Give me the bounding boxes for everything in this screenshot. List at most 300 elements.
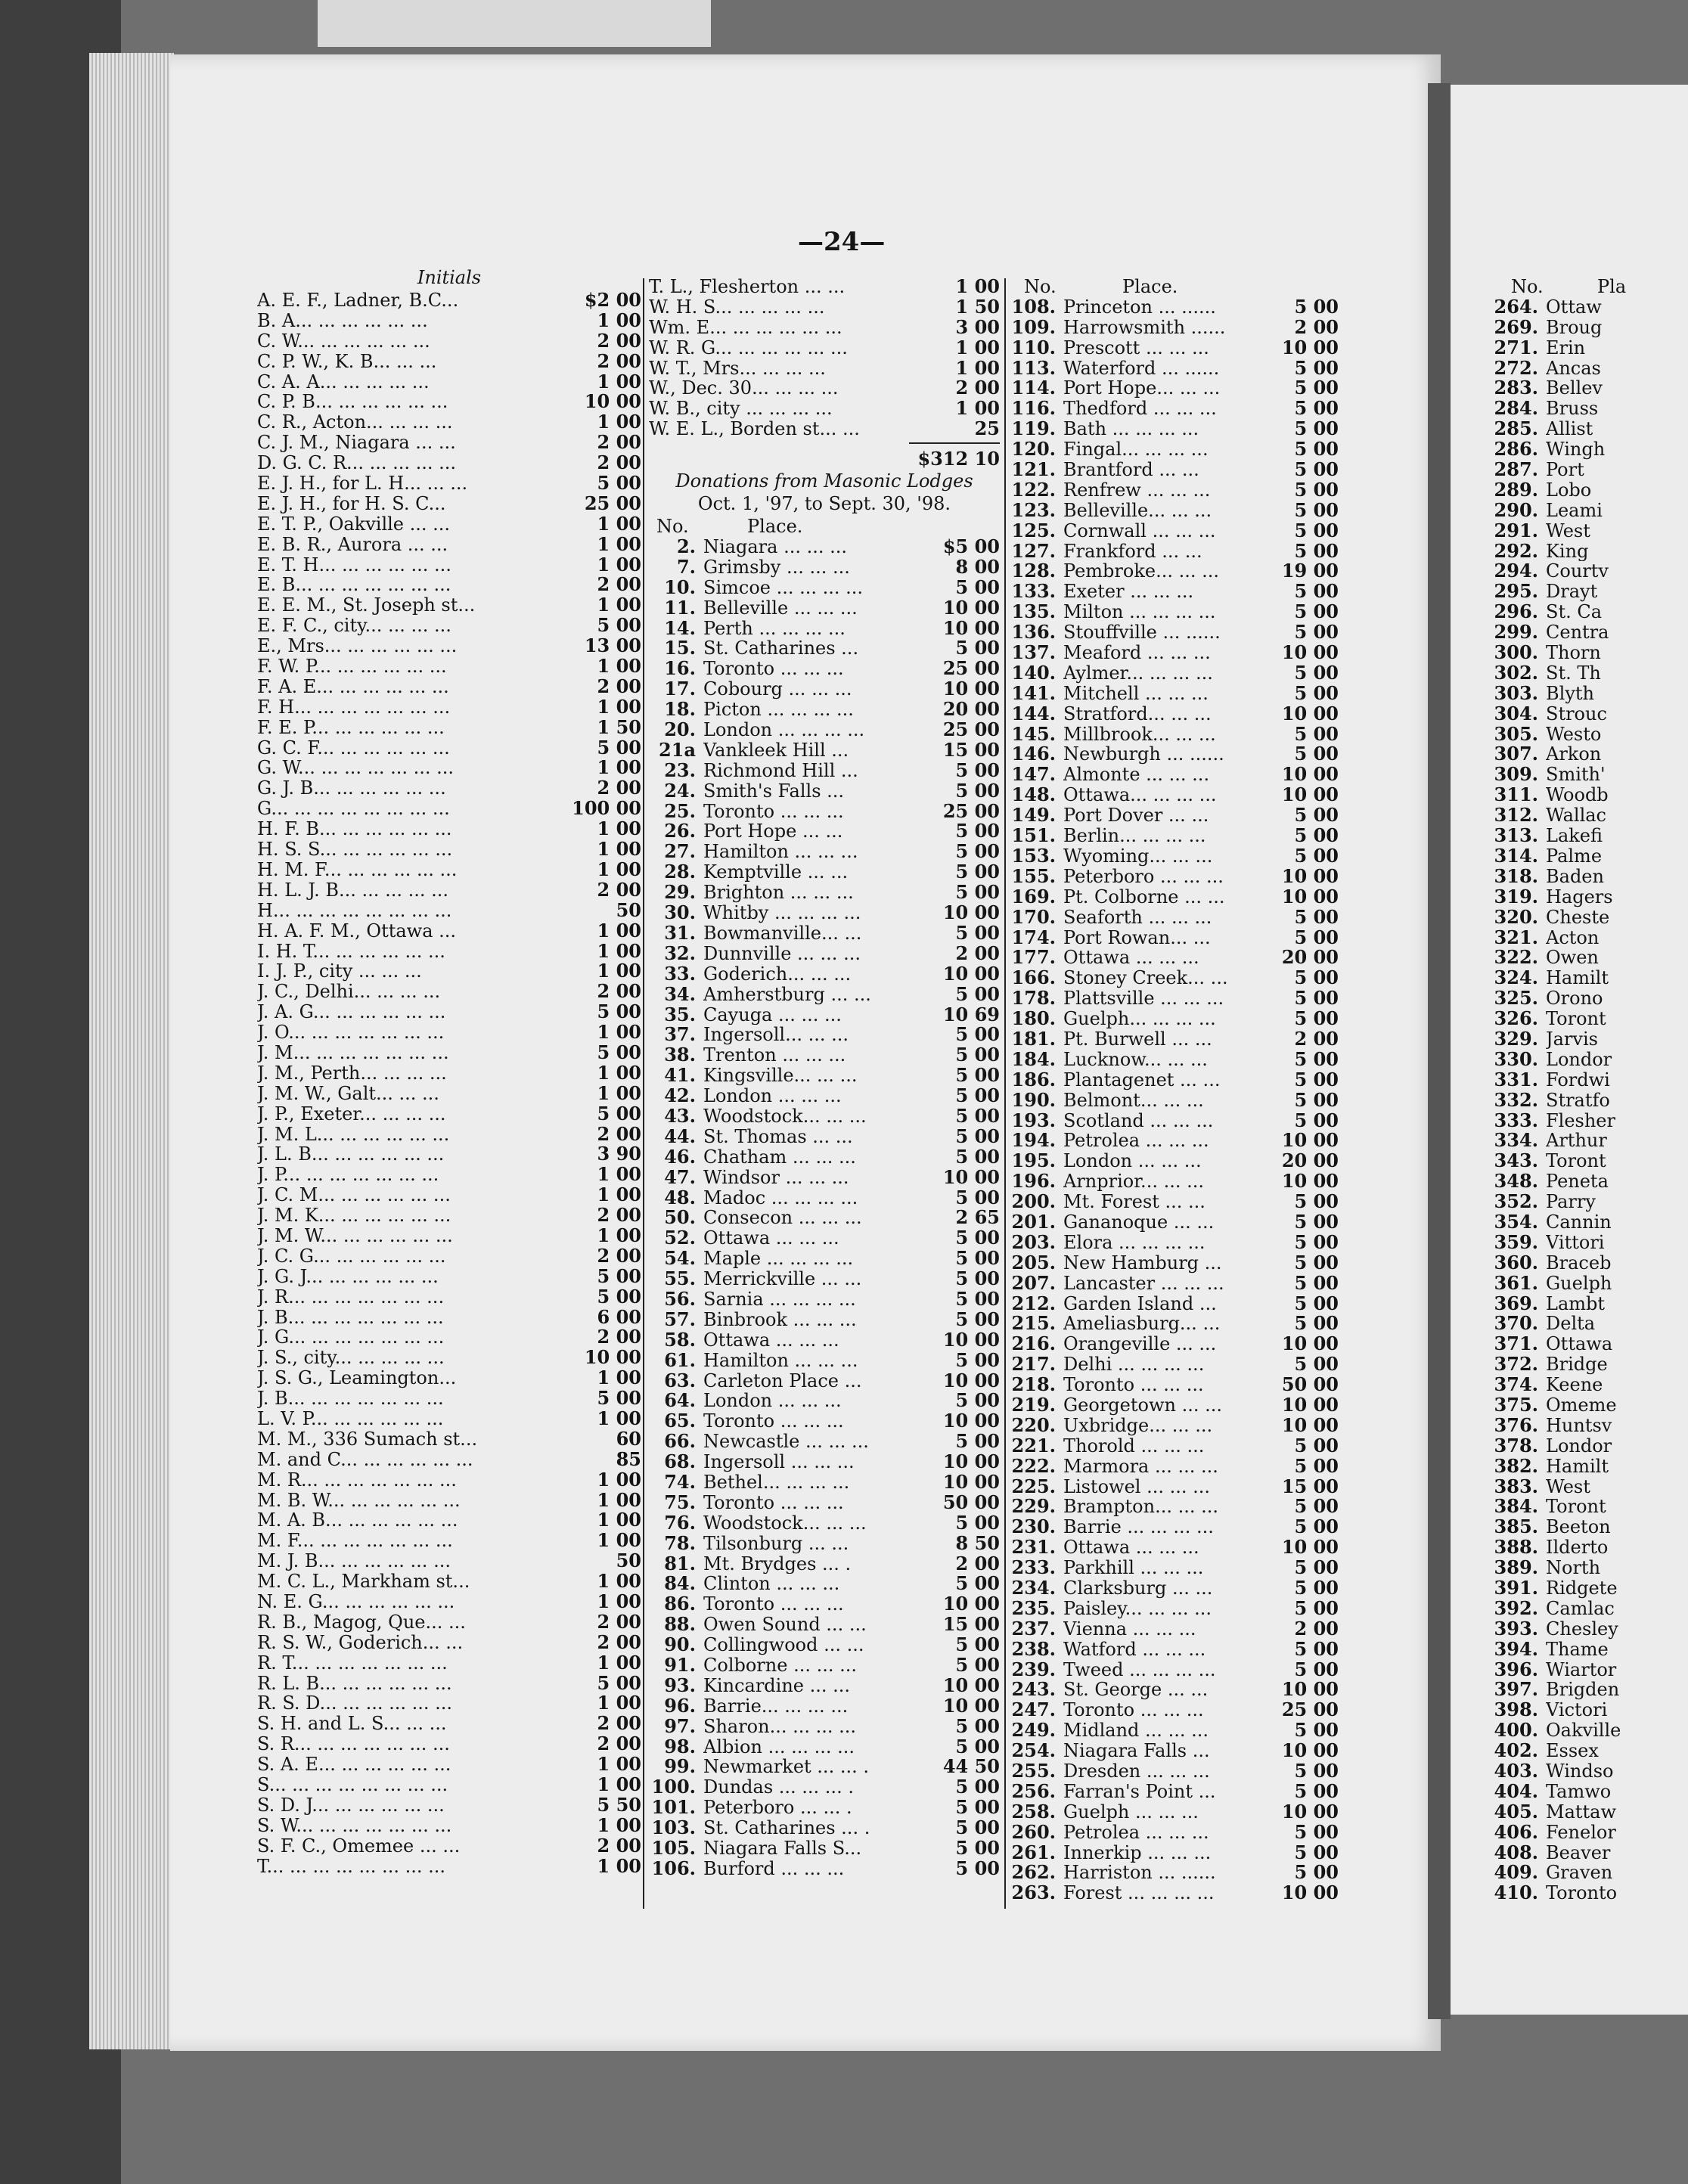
lodge-place: London ... ... ... ... — [703, 720, 865, 740]
amount: 10 00 — [1281, 783, 1339, 806]
lodge-number: 76. — [664, 1511, 696, 1534]
lodge-row — [649, 1594, 1000, 1615]
lodge-number: 360. — [1494, 1251, 1538, 1273]
amount: 5 00 — [597, 1285, 641, 1308]
list-item — [257, 311, 641, 331]
header-no: No. — [656, 516, 689, 538]
lodge-number: 256. — [1011, 1779, 1056, 1802]
list-item — [257, 290, 641, 311]
lodge-number: 18. — [664, 698, 696, 721]
list-item — [257, 349, 641, 372]
lodge-place: Toronto ... ... ... — [1063, 1375, 1204, 1395]
lodge-number: 295. — [1494, 580, 1538, 603]
lodge-place: Huntsv — [1546, 1415, 1612, 1436]
header-no: No. — [1511, 277, 1544, 297]
lodge-row — [1009, 1477, 1339, 1497]
amount: 3 90 — [597, 1143, 641, 1165]
list-item — [257, 656, 641, 677]
lodge-number: 121. — [1011, 458, 1056, 481]
list-item — [649, 338, 1000, 358]
lodge-place: Port — [1546, 460, 1584, 480]
lodge-row — [1009, 1230, 1339, 1253]
amount: 1 00 — [597, 553, 641, 575]
lodge-row — [1009, 1171, 1339, 1192]
lodge-place: Toront — [1546, 1151, 1606, 1172]
amount: 5 00 — [597, 1264, 641, 1287]
lodge-place: Hamilton ... ... ... — [703, 842, 858, 863]
lodge-number: 135. — [1011, 600, 1056, 623]
amount: 5 00 — [955, 1572, 1000, 1595]
lodge-number: 359. — [1494, 1230, 1538, 1253]
lodge-number: 98. — [664, 1735, 696, 1757]
lodge-row — [1009, 1009, 1339, 1029]
lodge-row — [649, 1859, 1000, 1879]
lodge-number: 86. — [664, 1593, 696, 1615]
lodge-number: 91. — [664, 1654, 696, 1676]
list-item — [257, 1388, 641, 1409]
lodge-row — [649, 537, 1000, 557]
lodge-row — [1009, 1029, 1339, 1050]
amount: 5 00 — [1294, 1495, 1339, 1518]
lodge-number: 219. — [1011, 1393, 1056, 1416]
lodge-number: 402. — [1494, 1739, 1538, 1762]
donor-name: S. A. E... ... ... ... ... ... — [257, 1754, 451, 1776]
amount: 5 00 — [955, 1654, 1000, 1676]
amount: 5 00 — [1294, 804, 1339, 827]
list-item — [257, 1305, 641, 1328]
amount: 5 00 — [955, 1287, 1000, 1310]
lodge-place: Peneta — [1546, 1171, 1609, 1193]
amount: 20 00 — [1281, 946, 1339, 969]
amount: 1 00 — [597, 939, 641, 962]
list-item — [257, 982, 641, 1002]
header-place: Place. — [747, 516, 803, 538]
lodge-place: Collingwood ... ... — [703, 1635, 864, 1656]
amount: 2 00 — [597, 777, 641, 799]
amount: 10 00 — [1281, 1882, 1339, 1904]
lodge-place: Pt. Burwell ... ... — [1063, 1028, 1212, 1050]
lodge-number: 269. — [1494, 315, 1538, 338]
lodge-number: 33. — [664, 962, 696, 985]
amount: 10 00 — [942, 678, 1000, 700]
lodge-place: St. Catharines ... — [703, 638, 859, 659]
lodge-number: 378. — [1494, 1434, 1538, 1457]
lodge-place: Port Hope ... ... — [703, 821, 843, 842]
lodge-row — [1491, 1537, 1688, 1558]
lodge-place: Grimsby ... ... ... — [703, 557, 850, 578]
lodge-number: 41. — [664, 1064, 696, 1087]
lodge-number: 330. — [1494, 1047, 1538, 1070]
amount: 5 50 — [597, 1793, 641, 1816]
lodge-place: Ottawa ... ... ... — [703, 1329, 839, 1351]
lodge-number: 221. — [1011, 1434, 1056, 1457]
lodge-number: 229. — [1011, 1495, 1056, 1518]
lodge-place: Lambt — [1546, 1293, 1606, 1314]
lodge-row — [1009, 460, 1339, 480]
lodge-number: 406. — [1494, 1820, 1538, 1843]
lodge-number: 37. — [664, 1023, 696, 1046]
lodge-place: Cheste — [1546, 907, 1610, 928]
lodge-place: Dresden ... ... ... — [1063, 1761, 1210, 1782]
lodge-place: Flesher — [1546, 1110, 1615, 1131]
donor-name: J. C. G... ... ... ... ... ... — [257, 1246, 446, 1267]
lodge-number: 35. — [664, 1003, 696, 1025]
lodge-number: 153. — [1011, 844, 1056, 867]
lodge-place: Exeter ... ... ... — [1063, 582, 1194, 603]
lodge-row — [1491, 887, 1688, 907]
amount: 10 00 — [1281, 1536, 1339, 1559]
lodge-number: 302. — [1494, 661, 1538, 684]
list-item — [257, 1714, 641, 1734]
lodge-number: 262. — [1011, 1861, 1056, 1884]
lodge-row — [1009, 968, 1339, 988]
amount: 5 00 — [955, 1837, 1000, 1860]
lodge-place: Colborne ... ... ... — [703, 1655, 857, 1676]
lodge-place: Berlin... ... ... ... — [1063, 826, 1206, 846]
donor-name: I. J. P., city ... ... ... — [257, 961, 422, 982]
lodge-number: 93. — [664, 1674, 696, 1696]
lodge-row — [1491, 988, 1688, 1009]
amount: 5 00 — [1294, 356, 1339, 379]
list-item — [257, 860, 641, 880]
lodge-place: Ottawa ... ... ... — [1063, 1537, 1199, 1559]
lodge-place: Fordwi — [1546, 1069, 1610, 1090]
list-item — [257, 1409, 641, 1429]
lodge-number: 389. — [1494, 1556, 1538, 1579]
lodge-place: Thedford ... ... ... — [1063, 399, 1217, 420]
amount: 10 00 — [1281, 1129, 1339, 1152]
amount: 50 — [616, 1550, 641, 1572]
lodge-number: 146. — [1011, 743, 1056, 765]
lodge-number: 136. — [1011, 621, 1056, 644]
lodges-column-header — [649, 517, 1000, 537]
amount: 2 65 — [955, 1206, 1000, 1229]
amount: 5 00 — [955, 779, 1000, 802]
lodge-number: 247. — [1011, 1698, 1056, 1721]
lodge-row — [1009, 1700, 1339, 1720]
amount: 5 00 — [1294, 1068, 1339, 1090]
lodge-place: Albion ... ... ... ... — [703, 1736, 855, 1757]
lodge-row — [649, 1147, 1000, 1168]
lodge-number: 299. — [1494, 621, 1538, 644]
lodge-number: 193. — [1011, 1109, 1056, 1131]
lodge-row — [1009, 1883, 1339, 1903]
lodge-row — [1009, 988, 1339, 1009]
list-item — [257, 595, 641, 616]
amount: 10 00 — [942, 1410, 1000, 1432]
lodge-row — [1009, 1253, 1339, 1273]
amount: 25 00 — [584, 492, 641, 514]
list-item — [649, 277, 1000, 297]
lodge-number: 178. — [1011, 987, 1056, 1010]
lodge-number: 314. — [1494, 844, 1538, 867]
lodge-row — [1491, 1070, 1688, 1090]
lodge-place: Listowel ... ... ... — [1063, 1476, 1210, 1497]
lodge-number: 305. — [1494, 722, 1538, 745]
amount: 10 00 — [1281, 1413, 1339, 1436]
lodge-number: 261. — [1011, 1841, 1056, 1863]
amount: 5 00 — [955, 1633, 1000, 1656]
lodge-row — [649, 1310, 1000, 1330]
list-item — [257, 880, 641, 901]
lodge-row — [1491, 561, 1688, 582]
lodge-number: 177. — [1011, 946, 1056, 969]
lodge-row — [649, 1472, 1000, 1493]
amount: 1 50 — [597, 715, 641, 738]
lodge-number: 145. — [1011, 722, 1056, 745]
lodge-row — [649, 799, 1000, 822]
lodge-row — [1491, 1454, 1688, 1477]
lodge-number: 292. — [1494, 539, 1538, 562]
lodge-number: 46. — [664, 1145, 696, 1168]
donor-name: E. J. H., for L. H... ... ... — [257, 473, 468, 494]
lodge-number: 108. — [1011, 295, 1056, 318]
lodge-number: 343. — [1494, 1149, 1538, 1172]
amount: 8 00 — [955, 555, 1000, 578]
lodge-row — [649, 720, 1000, 740]
lodge-row — [649, 1086, 1000, 1106]
amount: 5 00 — [597, 472, 641, 495]
lodge-place: Whitby ... ... ... ... — [703, 903, 861, 923]
amount: 5 00 — [955, 1227, 1000, 1249]
lodge-row — [1009, 1578, 1339, 1599]
amount: 1 00 — [597, 532, 641, 555]
amount: 5 00 — [1294, 539, 1339, 562]
lodge-row — [1009, 1779, 1339, 1802]
lodge-number: 393. — [1494, 1617, 1538, 1640]
amount: 50 — [616, 898, 641, 921]
list-item — [649, 399, 1000, 419]
lodge-place: Stoney Creek... ... — [1063, 968, 1228, 989]
amount: 1 00 — [597, 1509, 641, 1531]
amount: 5 00 — [1294, 1210, 1339, 1233]
donor-name: J. M... ... ... ... ... ... ... — [257, 1042, 449, 1063]
lodge-number: 103. — [651, 1816, 696, 1839]
donor-name: E. E. M., St. Joseph st... — [257, 595, 476, 616]
lodge-place: Tamwo — [1546, 1781, 1612, 1802]
lodge-row — [1491, 1314, 1688, 1334]
amount: 5 00 — [955, 820, 1000, 842]
lodge-place: Arnprior... ... ... — [1063, 1171, 1204, 1193]
lodge-number: 263. — [1011, 1882, 1056, 1904]
list-item — [257, 1205, 641, 1226]
lodge-row — [649, 1838, 1000, 1859]
lodge-row — [649, 1554, 1000, 1574]
amount: 5 00 — [1294, 987, 1339, 1010]
list-item — [257, 1246, 641, 1267]
initials-continued-list — [649, 277, 1000, 439]
amount: 5 00 — [597, 1041, 641, 1063]
list-item — [257, 738, 641, 759]
lodge-row — [1009, 561, 1339, 582]
lodge-place: Oakville — [1546, 1720, 1621, 1742]
list-item — [649, 419, 1000, 439]
amount: 10 00 — [1281, 864, 1339, 887]
lodge-number: 311. — [1494, 783, 1538, 806]
lodge-row — [1009, 399, 1339, 419]
lodge-row — [1009, 1375, 1339, 1395]
lodge-row — [649, 557, 1000, 578]
amount: 10 00 — [942, 1165, 1000, 1188]
lodge-number: 405. — [1494, 1800, 1538, 1823]
amount: 10 00 — [942, 901, 1000, 924]
donor-name: J. M. L... ... ... ... ... ... — [257, 1124, 450, 1145]
lodges-list-1 — [649, 537, 1000, 1879]
lodge-row — [649, 1818, 1000, 1838]
lodge-row — [1009, 1334, 1339, 1354]
lodge-row — [1491, 1761, 1688, 1782]
list-item — [257, 532, 641, 555]
lodge-number: 326. — [1494, 1007, 1538, 1030]
amount: 15 00 — [1281, 1475, 1339, 1497]
donor-name: J. A. G... ... ... ... ... ... — [257, 1002, 446, 1023]
lodge-place: Orono — [1546, 988, 1603, 1010]
amount: 1 00 — [597, 1407, 641, 1429]
lodge-row — [649, 638, 1000, 659]
lodge-row — [1009, 297, 1339, 318]
lodge-place: Erin — [1546, 337, 1586, 358]
lodge-row — [1491, 826, 1688, 846]
donor-name: E. T. P., Oakville ... ... — [257, 513, 451, 535]
amount: 5 00 — [955, 1816, 1000, 1839]
amount: 1 00 — [597, 838, 641, 861]
lodge-place: Bath ... ... ... ... — [1063, 419, 1199, 440]
list-item — [649, 315, 1000, 338]
amount: 2 00 — [597, 451, 641, 474]
lodge-number: 128. — [1011, 560, 1056, 582]
lodge-row — [1009, 1294, 1339, 1314]
lodges-list-2 — [1009, 297, 1339, 1903]
amount: 25 00 — [1281, 1698, 1339, 1721]
lodge-row — [1009, 1637, 1339, 1660]
lodge-place: Kingsville... ... ... — [703, 1066, 858, 1087]
lodge-place: Midland ... ... ... — [1063, 1720, 1209, 1742]
donor-name: A. E. F., Ladner, B.C... — [257, 290, 459, 311]
amount: 5 00 — [955, 1044, 1000, 1066]
amount: 5 00 — [955, 1511, 1000, 1534]
lodge-place: Brampton... ... ... — [1063, 1497, 1219, 1518]
lodge-place: Niagara Falls S... — [703, 1838, 862, 1859]
lodge-number: 7. — [676, 555, 696, 578]
lodge-number: 123. — [1011, 498, 1056, 521]
lodge-number: 11. — [664, 596, 696, 619]
donor-name: S. H. and L. S... ... ... — [257, 1714, 447, 1735]
amount: 5 00 — [955, 1084, 1000, 1107]
lodge-place: Guelph... ... ... ... — [1063, 1009, 1216, 1029]
lodge-row — [1009, 785, 1339, 805]
lodge-row — [1009, 907, 1339, 928]
list-item — [257, 1813, 641, 1836]
lodge-place: St. George ... ... — [1063, 1680, 1209, 1701]
lodge-row — [1491, 907, 1688, 928]
donor-name: M. J. B... ... ... ... ... ... — [257, 1551, 451, 1572]
lodge-number: 361. — [1494, 1271, 1538, 1294]
donor-name: J. G... ... ... ... ... ... ... — [257, 1327, 445, 1348]
lodge-row — [1491, 1253, 1688, 1273]
lodge-row — [649, 842, 1000, 862]
amount: 5 00 — [1294, 1658, 1339, 1680]
amount: 2 00 — [597, 1712, 641, 1735]
amount: 10 00 — [1281, 763, 1339, 786]
lodge-number: 116. — [1011, 397, 1056, 420]
lodge-place: Leami — [1546, 500, 1603, 521]
lodge-row — [1491, 582, 1688, 602]
lodge-number: 217. — [1011, 1353, 1056, 1376]
lodge-row — [649, 903, 1000, 923]
amount: 100 00 — [572, 797, 641, 820]
lodge-row — [1009, 1212, 1339, 1233]
lodge-row — [1491, 765, 1688, 785]
lodge-row — [1491, 864, 1688, 887]
lodge-number: 294. — [1494, 560, 1538, 582]
amount: 5 00 — [1294, 295, 1339, 318]
donor-name: T. L., Flesherton ... ... — [649, 277, 846, 297]
lodge-place: Port Hope... ... ... — [1063, 378, 1221, 399]
donor-name: J. P., Exeter... ... ... ... — [257, 1103, 446, 1125]
lodge-row — [649, 1452, 1000, 1472]
lodge-place: Port Rowan... ... — [1063, 927, 1211, 948]
lodge-place: Newburgh ... ...... — [1063, 744, 1224, 765]
lodge-number: 166. — [1011, 966, 1056, 989]
lodge-number: 205. — [1011, 1251, 1056, 1273]
lodge-place: Princeton ... ...... — [1063, 296, 1216, 318]
lodge-place: Wiartor — [1546, 1659, 1617, 1680]
donor-name: J. G. J... ... ... ... ... ... — [257, 1266, 439, 1287]
lodge-number: 180. — [1011, 1007, 1056, 1030]
lodge-row — [1009, 1131, 1339, 1151]
lodge-row — [649, 944, 1000, 964]
amount: 1 00 — [597, 1651, 641, 1674]
amount: 15 00 — [942, 738, 1000, 761]
lodge-row — [1491, 460, 1688, 480]
lodge-row — [649, 1531, 1000, 1554]
lodge-place: Lobo — [1546, 479, 1592, 501]
lodge-row — [1491, 297, 1688, 318]
lodge-row — [1491, 1578, 1688, 1599]
amount: 10 00 — [942, 1450, 1000, 1473]
lodge-number: 216. — [1011, 1332, 1056, 1355]
lodge-row — [1491, 948, 1688, 968]
amount: 1 00 — [597, 1081, 641, 1104]
lodge-place: Plantagenet ... ... — [1063, 1069, 1221, 1090]
amount: 5 00 — [1294, 966, 1339, 989]
amount: 5 00 — [1294, 458, 1339, 481]
lodge-place: Clarksburg ... ... — [1063, 1578, 1213, 1599]
lodge-place: Beaver — [1546, 1842, 1611, 1863]
amount: 1 00 — [597, 411, 641, 433]
lodge-number: 348. — [1494, 1170, 1538, 1193]
book-gutter — [1428, 83, 1451, 2019]
lodge-place: Wingh — [1546, 439, 1606, 461]
lodge-place: Bellev — [1546, 378, 1603, 399]
amount: 1 00 — [597, 1061, 641, 1084]
amount: 1 00 — [597, 1184, 641, 1206]
lodge-place: Guelph ... ... ... — [1063, 1801, 1199, 1823]
lodge-row — [649, 1757, 1000, 1777]
donor-name: R. S. D... ... ... ... ... ... — [257, 1693, 453, 1714]
lodge-number: 65. — [664, 1410, 696, 1432]
amount: 1 00 — [597, 919, 641, 942]
lodge-row — [1491, 1820, 1688, 1843]
lodge-number: 106. — [651, 1857, 696, 1879]
lodge-number: 97. — [664, 1714, 696, 1737]
lodge-place: Londor — [1546, 1049, 1612, 1070]
lodge-place: Windsor ... ... ... — [703, 1167, 849, 1188]
lodge-place: Orangeville ... ... — [1063, 1334, 1217, 1355]
lodge-number: 332. — [1494, 1088, 1538, 1111]
lodge-row — [1491, 378, 1688, 399]
lodge-number: 287. — [1494, 458, 1538, 481]
